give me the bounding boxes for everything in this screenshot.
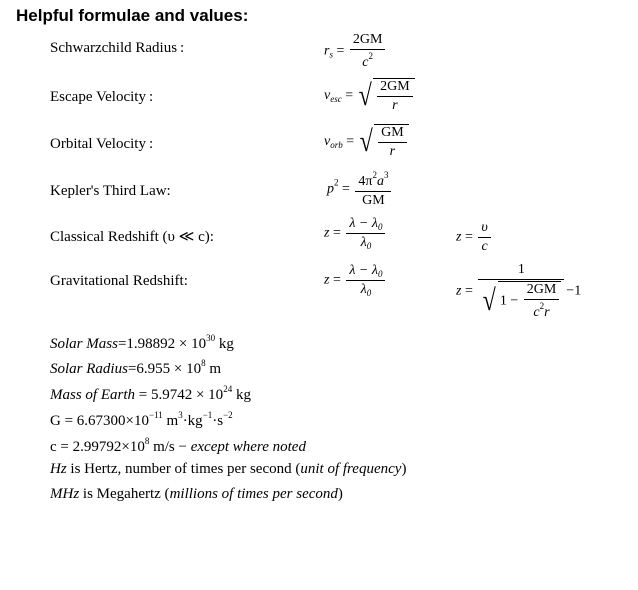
hertz-definition: Hz is Hertz, number of times per second (unit of frequency): [50, 461, 407, 477]
kepler-formula: $p^2$ = $\frac{4\pi^2a^3}{GM}$: [327, 170, 393, 209]
gravitational-redshift-metric-formula: z = 1 √ 1 − $\frac{2GM}{c^2r}$ −1: [456, 262, 582, 320]
classical-redshift-formula: z = $\frac{\lambda - \lambda_0}{\lambda_0}$: [324, 216, 387, 251]
speed-of-light-value: $c = 2.99792\times 10^8$ m/s − except where noted: [50, 436, 306, 455]
solar-radius-value: Solar Radius=6.955 × $10^8$ m: [50, 358, 222, 377]
gravitational-constant-value: $G = 6.67300\times 10^{-11}$ $m^3\cdot kg^{-1}\cdot s^{-2}$: [50, 410, 233, 429]
escape-velocity-formula: $v_{esc}$ = √ $\frac{2GM}{r}$: [324, 78, 415, 114]
kepler-label: Kepler's Third Law:: [50, 183, 171, 199]
megahertz-definition: MHz is Megahertz (millions of times per second): [50, 486, 343, 502]
schwarzschild-formula: $r_s$ = $\frac{2GM}{c^2}$: [324, 32, 387, 71]
solar-mass-value: Solar Mass=1.98892 × $10^{30}$ kg: [50, 333, 234, 352]
gravitational-redshift-formula: z = $\frac{\lambda - \lambda_0}{\lambda_0}$: [324, 263, 387, 298]
page-title: Helpful formulae and values:: [16, 6, 249, 25]
orbital-velocity-label: Orbital Velocity :: [50, 136, 154, 152]
classical-redshift-label: Classical Redshift (υ ≪ c):: [50, 229, 214, 245]
gravitational-redshift-label: Gravitational Redshift:: [50, 273, 188, 289]
escape-velocity-label: Escape Velocity :: [50, 89, 154, 105]
earth-mass-value: Mass of Earth = $5.9742 \times 10^{24}$ kg: [50, 384, 251, 403]
schwarzschild-label: Schwarzchild Radius :: [50, 40, 185, 56]
classical-redshift-velocity-formula: z = $\frac{\upsilon}{c}$: [456, 220, 493, 255]
orbital-velocity-formula: $v_{orb}$ = √ $\frac{GM}{r}$: [324, 124, 409, 160]
